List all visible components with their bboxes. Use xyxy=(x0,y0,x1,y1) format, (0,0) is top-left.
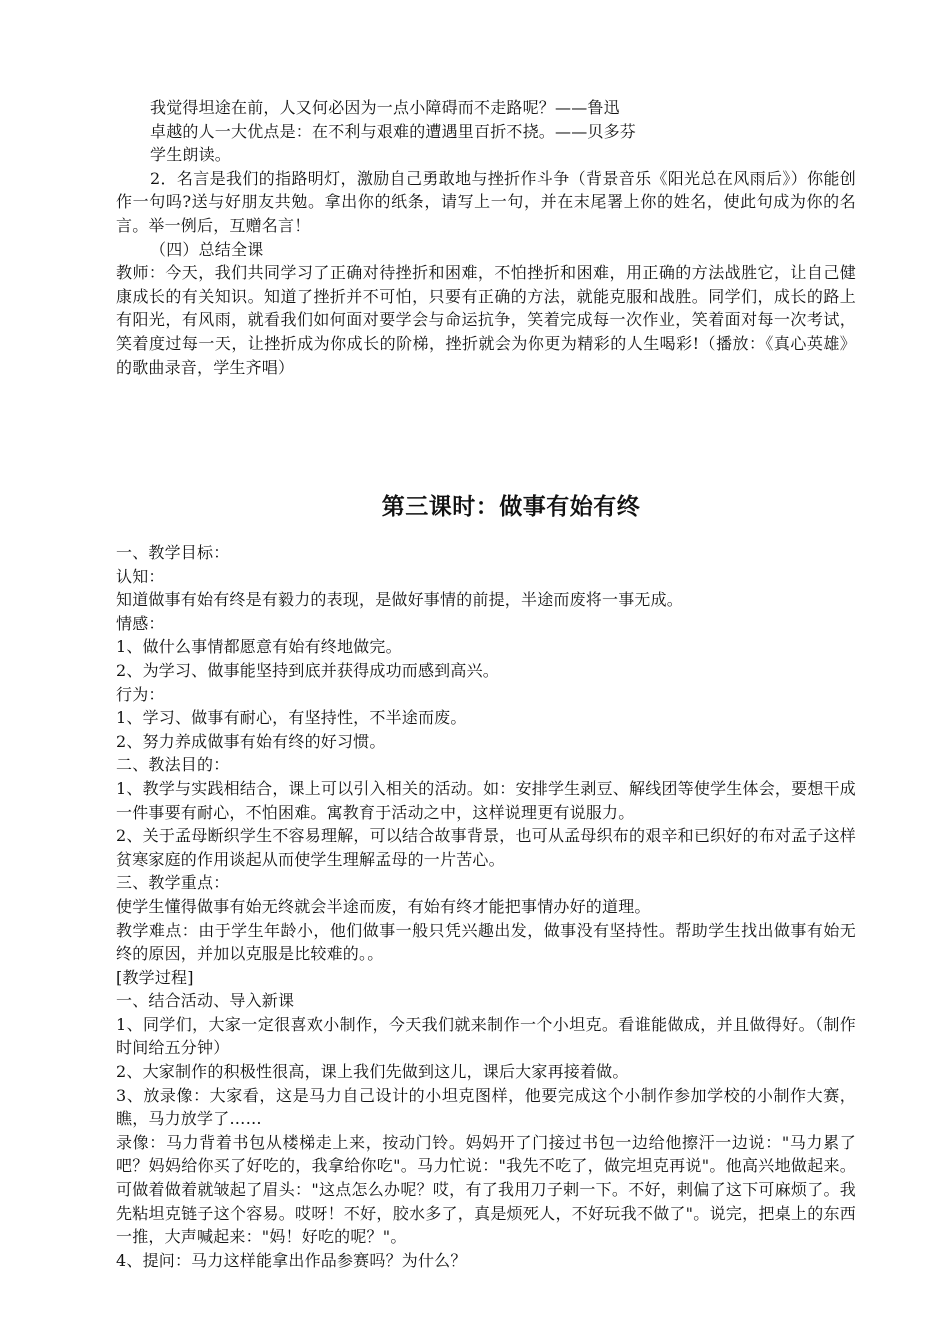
key-point-text: 使学生懂得做事有始无终就会半途而废，有始有终才能把事情办好的道理。 xyxy=(116,896,651,916)
emotion-item-1: 1、做什么事情都愿意有始有终地做完。 xyxy=(116,637,402,657)
motto-activity: 2．名言是我们的指路明灯，激励自己勇敢地与挫折作斗争（背景音乐《阳光总在风雨后》）你能创作一句吗?送与好朋友共勉。拿出你的纸条，请写上一句，并在末尾署上你的姓名，使此句成为你的名言。举一例后，互赠名言！ xyxy=(116,168,856,235)
process-item-2: 2、大家制作的积极性很高，课上我们先做到这儿，课后大家再接着做。 xyxy=(116,1062,629,1082)
text-block-lesson3 xyxy=(116,541,856,1272)
text-block-top xyxy=(116,96,856,379)
heading-key-points: 三、教学重点： xyxy=(116,873,230,893)
section-summary-heading: （四）总结全课 xyxy=(150,239,264,259)
process-item-1: 1、同学们，大家一定很喜欢小制作，今天我们就来制作一个小坦克。看谁能做成，并且做得好。（制作时间给五分钟） xyxy=(116,1014,856,1058)
lesson-title: 第三课时：做事有始有终 xyxy=(381,493,641,520)
cognition-text: 知道做事有始有终是有毅力的表现，是做好事情的前提，半途而废将一事无成。 xyxy=(116,590,684,610)
method-item-2: 2、关于孟母断织学生不容易理解，可以结合故事背景，也可从孟母织布的艰辛和已织好的布对孟子这样贫寒家庭的作用谈起从而使学生理解孟母的一片苦心。 xyxy=(116,826,856,869)
video-story: 录像：马力背着书包从楼梯走上来，按动门铃。妈妈开了门接过书包一边给他擦汗一边说："马力累了吧？妈妈给你买了好吃的，我拿给你吃"。马力忙说："我先不吃了，做完坦克再说"。他高兴地做起来。可做着做着就皱起了眉头："这点怎么办呢？哎，有了我用刀子剌一下。不好，剌偏了这下可麻烦了。我先粘坦克链子这个容易。哎呀！不好，胶水多了，真是烦死人，不好玩我不做了"。说完，把桌上的东西一推，大声喊起来："妈！好吃的呢？"。 xyxy=(116,1132,856,1247)
method-item-1: 1、教学与实践相结合，课上可以引入相关的活动。如：安排学生剥豆、解线团等使学生体会，要想干成一件事要有耐心，不怕困难。寓教育于活动之中，这样说理更有说服力。 xyxy=(116,778,856,822)
heading-method: 二、教法目的： xyxy=(116,755,230,775)
process-step-1-heading: 一、结合活动、导入新课 xyxy=(116,991,295,1011)
difficulty-text: 教学难点：由于学生年龄小，他们做事一般只凭兴趣出发，做事没有坚持性。帮助学生找出做事有始无终的原因，并加以克服是比较难的。。 xyxy=(116,920,856,964)
label-cognition: 认知： xyxy=(116,566,165,586)
emotion-item-2: 2、为学习、做事能坚持到底并获得成功而感到高兴。 xyxy=(116,660,499,680)
quote-beethoven: 卓越的人一大优点是：在不利与艰难的遭遇里百折不挠。——贝多芬 xyxy=(150,121,637,141)
behavior-item-1: 1、学习、做事有耐心，有坚持性，不半途而废。 xyxy=(116,708,467,728)
students-read: 学生朗读。 xyxy=(150,145,232,165)
process-item-4: 4、提问：马力这样能拿出作品参赛吗？为什么？ xyxy=(116,1250,467,1270)
teacher-summary: 教师：今天，我们共同学习了正确对待挫折和困难，不怕挫折和困难，用正确的方法战胜它，让自己健康成长的有关知识。知道了挫折并不可怕，只要有正确的方法，就能克服和战胜。同学们，成长的路上有阳光，有风雨，就看我们如何面对要学会与命运抗争，笑着完成每一次作业，笑着面对每一次考试，笑着度过每一天，让挫折成为你成长的阶梯，挫折就会为你更为精彩的人生喝彩!（播放：《真心英雄》的歌曲录音，学生齐唱） xyxy=(116,263,856,377)
label-emotion: 情感： xyxy=(116,613,165,633)
heading-goals: 一、教学目标： xyxy=(116,543,230,562)
quote-luxun: 我觉得坦途在前，人又何必因为一点小障碍而不走路呢？——鲁迅 xyxy=(150,98,620,117)
heading-process: [教学过程] xyxy=(116,967,194,987)
process-item-3: 3、放录像：大家看，这是马力自己设计的小坦克图样，他要完成这个小制作参加学校的小制作大赛，瞧，马力放学了…… xyxy=(116,1085,856,1129)
label-behavior: 行为： xyxy=(116,684,165,704)
behavior-item-2: 2、努力养成做事有始有终的好习惯。 xyxy=(116,731,386,751)
